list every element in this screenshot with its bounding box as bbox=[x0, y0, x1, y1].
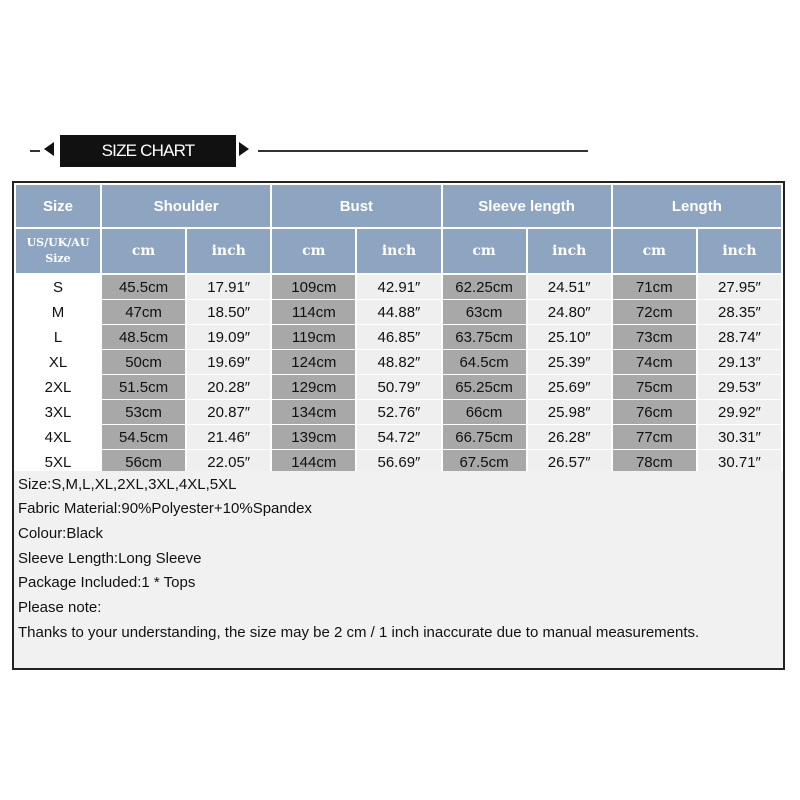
unit-cm: cm bbox=[442, 228, 527, 274]
unit-cm: cm bbox=[612, 228, 697, 274]
inch-cell: 30.31″ bbox=[697, 425, 782, 450]
info-line: Thanks to your understanding, the size may be 2 cm / 1 inch inaccurate due to manual measurements. bbox=[18, 624, 700, 641]
size-cell: L bbox=[15, 325, 101, 350]
size-cell: 3XL bbox=[15, 400, 101, 425]
inch-cell: 18.50″ bbox=[186, 300, 271, 325]
size-cell: S bbox=[15, 274, 101, 300]
cm-cell: 63.75cm bbox=[442, 325, 527, 350]
table-row bbox=[15, 300, 782, 325]
size-table bbox=[12, 181, 785, 471]
table-header-row bbox=[15, 184, 782, 228]
cm-cell: 45.5cm bbox=[101, 274, 186, 300]
cm-cell: 139cm bbox=[271, 425, 356, 450]
table-row bbox=[15, 274, 782, 300]
cm-cell: 64.5cm bbox=[442, 350, 527, 375]
cm-cell: 56cm bbox=[101, 450, 186, 475]
table-row bbox=[15, 350, 782, 375]
table-unit-row bbox=[15, 228, 782, 274]
inch-cell: 29.53″ bbox=[697, 375, 782, 400]
inch-cell: 42.91″ bbox=[356, 274, 441, 300]
inch-cell: 50.79″ bbox=[356, 375, 441, 400]
banner-right-arrow bbox=[239, 142, 249, 156]
unit-inch: inch bbox=[186, 228, 271, 274]
table-row bbox=[15, 325, 782, 350]
size-region-line1: US/UK/AU bbox=[26, 236, 90, 249]
inch-cell: 17.91″ bbox=[186, 274, 271, 300]
banner-left-arrow bbox=[44, 142, 54, 156]
cm-cell: 48.5cm bbox=[101, 325, 186, 350]
cm-cell: 73cm bbox=[612, 325, 697, 350]
inch-cell: 22.05″ bbox=[186, 450, 271, 475]
inch-cell: 52.76″ bbox=[356, 400, 441, 425]
banner-box bbox=[60, 135, 236, 167]
header-length: Length bbox=[612, 184, 782, 228]
cm-cell: 53cm bbox=[101, 400, 186, 425]
inch-cell: 24.80″ bbox=[527, 300, 612, 325]
product-info bbox=[12, 471, 785, 670]
size-cell: 4XL bbox=[15, 425, 101, 450]
cm-cell: 71cm bbox=[612, 274, 697, 300]
unit-cm: cm bbox=[101, 228, 186, 274]
cm-cell: 74cm bbox=[612, 350, 697, 375]
size-chart-banner bbox=[0, 133, 800, 169]
cm-cell: 144cm bbox=[271, 450, 356, 475]
inch-cell: 46.85″ bbox=[356, 325, 441, 350]
info-line: Sleeve Length:Long Sleeve bbox=[18, 550, 202, 567]
inch-cell: 25.98″ bbox=[527, 400, 612, 425]
inch-cell: 21.46″ bbox=[186, 425, 271, 450]
cm-cell: 119cm bbox=[271, 325, 356, 350]
cm-cell: 124cm bbox=[271, 350, 356, 375]
inch-cell: 27.95″ bbox=[697, 274, 782, 300]
cm-cell: 78cm bbox=[612, 450, 697, 475]
inch-cell: 26.28″ bbox=[527, 425, 612, 450]
banner-title: SIZE CHART bbox=[101, 141, 195, 160]
header-size: Size bbox=[15, 184, 101, 228]
inch-cell: 54.72″ bbox=[356, 425, 441, 450]
cm-cell: 77cm bbox=[612, 425, 697, 450]
size-cell: 2XL bbox=[15, 375, 101, 400]
cm-cell: 66cm bbox=[442, 400, 527, 425]
header-sleeve-length: Sleeve length bbox=[442, 184, 612, 228]
cm-cell: 109cm bbox=[271, 274, 356, 300]
inch-cell: 24.51″ bbox=[527, 274, 612, 300]
inch-cell: 25.69″ bbox=[527, 375, 612, 400]
cm-cell: 62.25cm bbox=[442, 274, 527, 300]
unit-cm: cm bbox=[271, 228, 356, 274]
cm-cell: 65.25cm bbox=[442, 375, 527, 400]
info-line: Size:S,M,L,XL,2XL,3XL,4XL,5XL bbox=[18, 476, 237, 493]
header-shoulder: Shoulder bbox=[101, 184, 271, 228]
inch-cell: 48.82″ bbox=[356, 350, 441, 375]
banner-rule bbox=[258, 150, 588, 152]
unit-inch: inch bbox=[356, 228, 441, 274]
unit-inch: inch bbox=[527, 228, 612, 274]
inch-cell: 20.87″ bbox=[186, 400, 271, 425]
info-line: Colour:Black bbox=[18, 525, 104, 542]
inch-cell: 20.28″ bbox=[186, 375, 271, 400]
size-region-label bbox=[15, 228, 101, 274]
cm-cell: 114cm bbox=[271, 300, 356, 325]
inch-cell: 25.10″ bbox=[527, 325, 612, 350]
inch-cell: 28.74″ bbox=[697, 325, 782, 350]
inch-cell: 28.35″ bbox=[697, 300, 782, 325]
header-bust: Bust bbox=[271, 184, 441, 228]
size-cell: M bbox=[15, 300, 101, 325]
cm-cell: 54.5cm bbox=[101, 425, 186, 450]
cm-cell: 134cm bbox=[271, 400, 356, 425]
cm-cell: 67.5cm bbox=[442, 450, 527, 475]
banner-dash bbox=[30, 150, 40, 152]
cm-cell: 76cm bbox=[612, 400, 697, 425]
cm-cell: 75cm bbox=[612, 375, 697, 400]
inch-cell: 19.69″ bbox=[186, 350, 271, 375]
info-line: Fabric Material:90%Polyester+10%Spandex bbox=[18, 500, 312, 517]
inch-cell: 44.88″ bbox=[356, 300, 441, 325]
cm-cell: 72cm bbox=[612, 300, 697, 325]
size-cell: 5XL bbox=[15, 450, 101, 475]
table-row bbox=[15, 400, 782, 425]
cm-cell: 63cm bbox=[442, 300, 527, 325]
cm-cell: 51.5cm bbox=[101, 375, 186, 400]
table-row bbox=[15, 375, 782, 400]
info-line: Please note: bbox=[18, 599, 102, 616]
inch-cell: 19.09″ bbox=[186, 325, 271, 350]
cm-cell: 129cm bbox=[271, 375, 356, 400]
unit-inch: inch bbox=[697, 228, 782, 274]
size-region-line2: Size bbox=[45, 252, 71, 265]
cm-cell: 66.75cm bbox=[442, 425, 527, 450]
inch-cell: 29.13″ bbox=[697, 350, 782, 375]
info-line: Package Included:1 * Tops bbox=[18, 574, 196, 591]
cm-cell: 50cm bbox=[101, 350, 186, 375]
cm-cell: 47cm bbox=[101, 300, 186, 325]
inch-cell: 25.39″ bbox=[527, 350, 612, 375]
table-row bbox=[15, 425, 782, 450]
inch-cell: 29.92″ bbox=[697, 400, 782, 425]
inch-cell: 26.57″ bbox=[527, 450, 612, 475]
size-cell: XL bbox=[15, 350, 101, 375]
inch-cell: 56.69″ bbox=[356, 450, 441, 475]
inch-cell: 30.71″ bbox=[697, 450, 782, 475]
